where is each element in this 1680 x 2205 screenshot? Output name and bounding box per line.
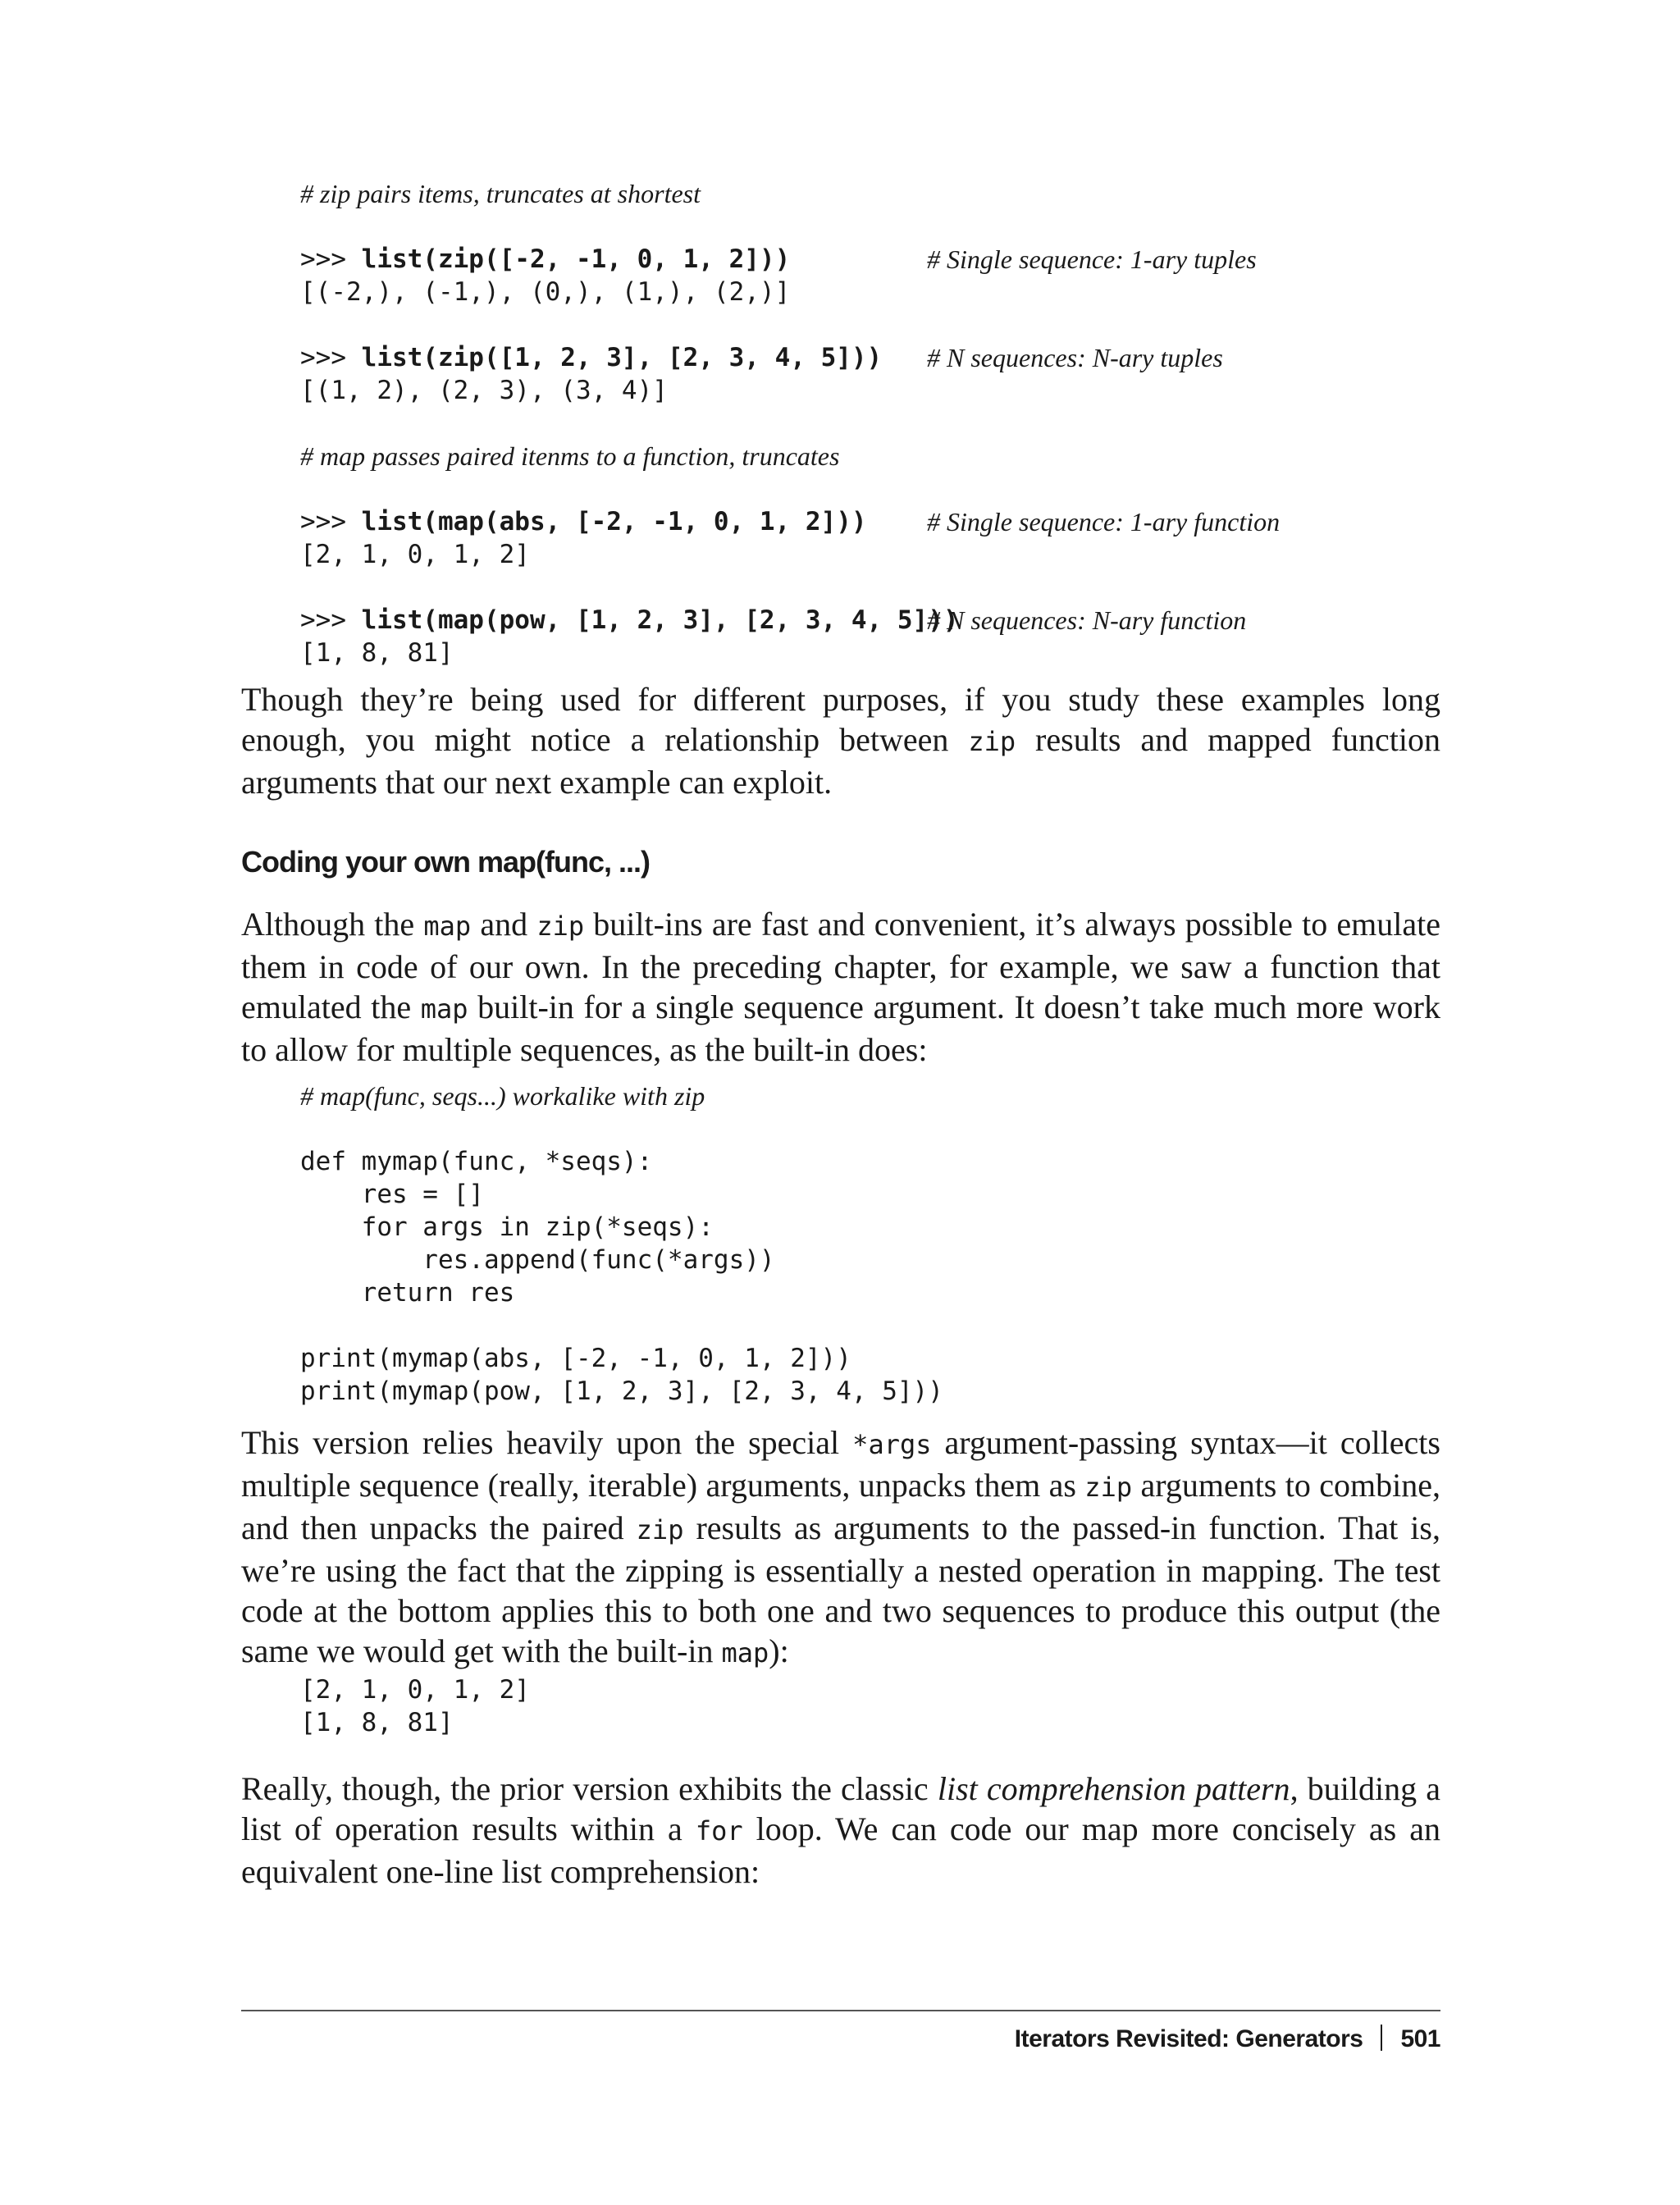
inline-code-zip: zip (536, 911, 585, 942)
code-comment: # map(func, seqs...) workalike with zip (300, 1081, 705, 1111)
code-comment: # map passes paired itenms to a function, truncates (300, 441, 840, 471)
running-footer (1015, 2025, 1440, 2053)
code-block-mymap-definition (300, 1080, 943, 1408)
repl-prompt: >>> (300, 244, 362, 274)
code-line (300, 604, 1247, 637)
code-text: res = [] (300, 1180, 484, 1209)
code-text: list(map(pow, [1, 2, 3], [2, 3, 4, 5])) (361, 605, 959, 635)
code-line (300, 407, 959, 440)
code-side-comment: # N sequences: N-ary function (927, 605, 1247, 635)
code-line (300, 538, 959, 571)
footer-rule (241, 2010, 1440, 2011)
repl-prompt: >>> (300, 507, 362, 536)
footer-chapter-title: Iterators Revisited: Generators (1014, 2025, 1363, 2052)
code-line (300, 571, 959, 604)
code-line (300, 1244, 943, 1276)
repl-prompt: >>> (300, 605, 362, 635)
code-text: print(mymap(pow, [1, 2, 3], [2, 3, 4, 5])) (300, 1376, 943, 1406)
code-text: [2, 1, 0, 1, 2] (300, 1675, 530, 1705)
inline-code-zip: zip (1084, 1472, 1133, 1503)
code-text: [1, 8, 81] (300, 638, 454, 668)
inline-code-for: for (695, 1815, 743, 1847)
code-comment: # zip pairs items, truncates at shortest (300, 179, 701, 208)
section-heading: Coding your own map(func, ...) (241, 845, 650, 879)
code-text: [(-2,), (-1,), (0,), (1,), (2,)] (300, 277, 791, 307)
code-text: def mymap(func, *seqs): (300, 1147, 653, 1176)
footer-separator (1381, 2025, 1382, 2051)
paragraph-list-comprehension: Really, though, the prior version exhibits the classic list comprehension pattern, building a list of operation results within a for loop. We can code our map more concisely as an equivalent one-line list comprehension: (241, 1770, 1441, 1890)
paragraph-zip-relationship: Though they’re being used for different purposes, if you study these examples long enough, you might notice a relationship between zip results and mapped function arguments that our next example can exploit. (241, 681, 1440, 801)
code-line (300, 1309, 943, 1342)
italic-term: list comprehension pattern (937, 1770, 1290, 1807)
code-line (300, 472, 959, 505)
code-side-comment: # Single sequence: 1-ary tuples (927, 244, 1257, 274)
code-text: list(zip([1, 2, 3], [2, 3, 4, 5])) (361, 343, 883, 372)
code-text: for args in zip(*seqs): (300, 1212, 714, 1242)
code-line (300, 1342, 943, 1375)
paragraph-emulate-map: Although the map and zip built-ins are fast and convenient, it’s always possible to emulate them in code of our own. In the preceding chapter, for example, we saw a function that emulated the map built-in for a single sequence argument. It doesn’t take much more work to allow for multiple sequences, as the built-in does: (241, 906, 1440, 1068)
inline-code-map: map (423, 911, 472, 942)
code-block-zip-map-examples (300, 177, 1281, 669)
code-line (300, 1178, 943, 1211)
code-line (300, 1276, 943, 1309)
code-line (300, 1673, 530, 1706)
code-text: [1, 8, 81] (300, 1708, 454, 1737)
inline-code-zip: zip (968, 726, 1016, 757)
code-line (300, 440, 959, 472)
code-text: return res (300, 1278, 515, 1308)
code-line (300, 374, 959, 407)
code-text: res.append(func(*args)) (300, 1245, 775, 1275)
code-text: list(map(abs, [-2, -1, 0, 1, 2])) (361, 507, 867, 536)
code-text: [2, 1, 0, 1, 2] (300, 540, 530, 569)
code-text: list(zip([-2, -1, 0, 1, 2])) (361, 244, 791, 274)
code-line (300, 243, 1257, 276)
code-line (300, 505, 1281, 538)
code-side-comment: # N sequences: N-ary tuples (927, 343, 1223, 372)
code-line (300, 276, 959, 308)
code-line (300, 1375, 943, 1408)
code-line (300, 308, 959, 341)
code-line (300, 210, 959, 243)
code-side-comment: # Single sequence: 1-ary function (927, 507, 1281, 536)
code-text: print(mymap(abs, [-2, -1, 0, 1, 2])) (300, 1344, 851, 1373)
code-block-output (300, 1673, 530, 1739)
code-line (300, 1145, 943, 1178)
code-line (300, 1080, 943, 1112)
inline-code-map: map (420, 993, 468, 1025)
paragraph-args-explanation: This version relies heavily upon the special *args argument-passing syntax—it collects multiple sequence (really, iterable) arguments, unpacks them as zip arguments to combine, and then unpacks the paired zip results as arguments to the passed-in function. That is, we’re using the fact that the zipping is essentially a nested operation in mapping. The test code at the bottom applies this to both one and two sequences to produce this output (the same we would get with the built-in map): (241, 1424, 1440, 1669)
code-line (300, 1211, 943, 1244)
code-line (300, 1112, 943, 1145)
inline-code-zip: zip (636, 1514, 684, 1545)
inline-code-map: map (721, 1637, 769, 1669)
code-line (300, 341, 1223, 374)
code-text: [(1, 2), (2, 3), (3, 4)] (300, 376, 668, 405)
code-line (300, 1706, 530, 1739)
repl-prompt: >>> (300, 343, 362, 372)
inline-code-args: *args (852, 1429, 932, 1460)
page-number: 501 (1400, 2025, 1440, 2052)
code-line (300, 177, 959, 210)
code-line (300, 637, 959, 669)
